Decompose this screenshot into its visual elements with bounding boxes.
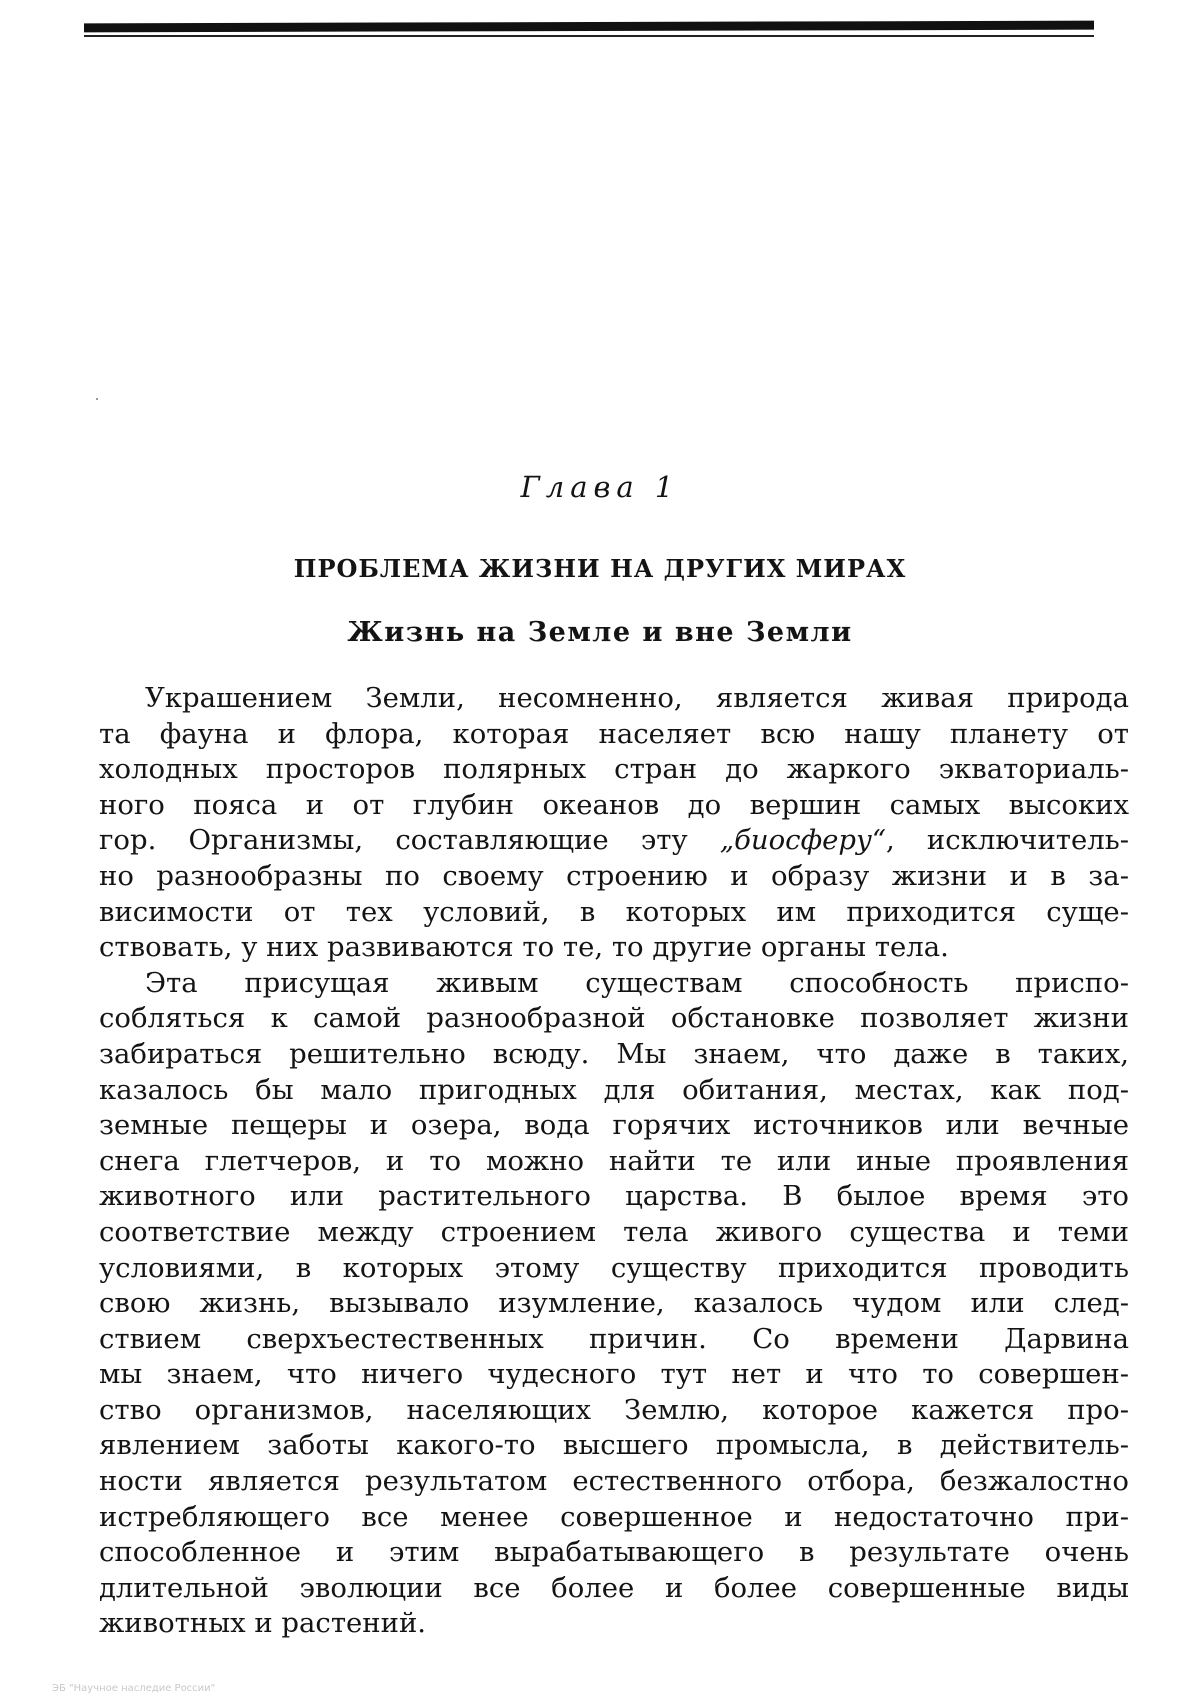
emphasized-term: „биосферу“ xyxy=(719,824,886,857)
text-line: но разнообразны по своему строению и образу жизни и в за- xyxy=(99,859,1129,892)
text-line: ствовать, у них развиваются то те, то другие органы тела. xyxy=(99,931,949,964)
text-line: соответствие между строением тела живого существа и теми xyxy=(99,1215,1129,1248)
text-line: способленное и этим вырабатывающего в результате очень xyxy=(99,1536,1129,1569)
text-line: ного пояса и от глубин океанов до вершин самых высоких xyxy=(99,788,1129,821)
section-title: Жизнь на Земле и вне Земли xyxy=(347,617,853,648)
text-line: животных и растений. xyxy=(99,1607,427,1640)
chapter-label: Глава 1 xyxy=(520,470,680,504)
text-line: свою жизнь, вызывало изумление, казалось чудом или след- xyxy=(99,1287,1129,1320)
top-rule-thick xyxy=(84,21,1094,33)
text-line: земные пещеры и озера, вода горячих источников или вечные xyxy=(99,1109,1129,1142)
text-line: гор. Организмы, составляющие эту „биосферу“, исключитель- xyxy=(99,824,1129,857)
text-line: Украшением Земли, несомненно, является живая природа xyxy=(145,682,1129,714)
text-line: снега глетчеров, и то можно найти те или иные проявления xyxy=(99,1144,1129,1177)
scan-speck xyxy=(96,398,98,400)
text-line: явлением заботы какого-то высшего промысла, в действитель- xyxy=(99,1429,1129,1462)
text-line: условиями, в которых этому существу приходится проводить xyxy=(99,1251,1129,1284)
text-line: животного или растительного царства. В былое время это xyxy=(99,1180,1129,1213)
text-line: казалось бы мало пригодных для обитания, местах, как под- xyxy=(99,1073,1129,1106)
top-rule-thin xyxy=(84,35,1094,37)
text-line: собляться к самой разнообразной обстановке позволяет жизни xyxy=(99,1002,1129,1035)
chapter-title: ПРОБЛЕМА ЖИЗНИ НА ДРУГИХ МИРАХ xyxy=(293,554,907,583)
text-line: холодных просторов полярных стран до жаркого экваториаль- xyxy=(99,753,1129,786)
watermark: ЭБ "Научное наследие России" xyxy=(52,1683,216,1694)
text-line: Эта присущая живым существам способность приспо- xyxy=(145,966,1129,999)
text-line: мы знаем, что ничего чудесного тут нет и что то совершен- xyxy=(99,1358,1129,1391)
text-line: та фауна и флора, которая населяет всю нашу планету от xyxy=(99,717,1129,750)
text-line: ности является результатом естественного отбора, безжалостно xyxy=(99,1465,1129,1498)
text-line: ство организмов, населяющих Землю, которое кажется про- xyxy=(99,1393,1129,1426)
text-line: висимости от тех условий, в которых им приходится суще- xyxy=(99,895,1129,928)
text-line: ствием сверхъестественных причин. Со времени Дарвина xyxy=(99,1322,1129,1355)
body-text xyxy=(99,681,1129,1642)
text-line: забираться решительно всюду. Мы знаем, что даже в таких, xyxy=(99,1037,1129,1070)
text-line: длительной эволюции все более и более совершенные виды xyxy=(99,1571,1129,1604)
text-line: истребляющего все менее совершенное и недостаточно при- xyxy=(99,1500,1129,1533)
